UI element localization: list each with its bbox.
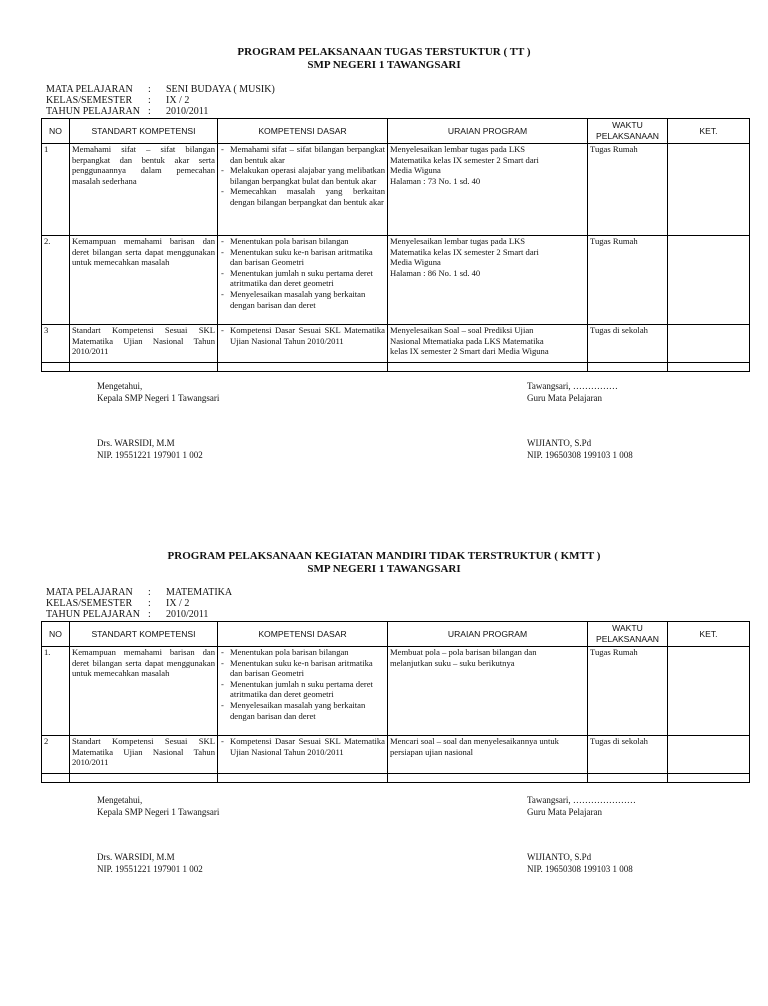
cell-sk: Memahami sifat – sifat bilangan berpangkat dan bentuk akar serta penggunaannya dalam pemecahan masalah sederhana xyxy=(70,144,218,236)
doc1-title-line2: SMP NEGERI 1 TAWANGSARI xyxy=(307,59,461,71)
doc2-signature-right xyxy=(527,794,636,818)
sig-nip: NIP. 19650308 199103 1 008 xyxy=(527,864,633,874)
cell-wp: Tugas Rumah xyxy=(588,144,668,236)
info-label: TAHUN PELAJARAN xyxy=(46,609,140,620)
kd-item: - Memecahkan masalah yang berkaitan dengan bilangan berpangkat dan bentuk akar xyxy=(220,186,385,207)
doc2-program-table xyxy=(41,621,750,783)
cell-up xyxy=(388,236,588,325)
doc1-info xyxy=(46,84,275,117)
kd-item: - Menentukan jumlah n suku pertama deret atritmatika dan deret geometri xyxy=(220,268,385,289)
up-line: Nasional Mtematiaka pada LKS Matematika xyxy=(390,335,544,346)
sig-nip: NIP. 19551221 197901 1 002 xyxy=(97,864,203,874)
info-value: IX / 2 xyxy=(166,95,190,106)
cell-up xyxy=(388,647,588,736)
doc2-info xyxy=(46,587,232,620)
kd-item: - Menentukan pola barisan bilangan xyxy=(220,236,385,247)
doc1-signature-left-name xyxy=(97,437,203,461)
table-row xyxy=(42,236,750,325)
info-value: 2010/2011 xyxy=(166,106,209,117)
cell-ket xyxy=(668,647,750,736)
header-wp: WAKTU PELAKSANAAN xyxy=(588,119,668,144)
sig-place-date: Tawangsari, …………… xyxy=(527,381,618,391)
cell-ket xyxy=(668,236,750,325)
kd-item: - Kompetensi Dasar Sesuai SKL Matematika Ujian Nasional Tahun 2010/2011 xyxy=(220,736,385,757)
info-row-year xyxy=(46,106,275,117)
cell-wp: Tugas di sekolah xyxy=(588,325,668,363)
info-colon: : xyxy=(148,609,151,620)
info-value: SENI BUDAYA ( MUSIK) xyxy=(166,84,275,95)
info-value: MATEMATIKA xyxy=(166,587,233,598)
kd-item: - Menentukan pola barisan bilangan xyxy=(220,647,385,658)
header-kd: KOMPETENSI DASAR xyxy=(218,119,388,144)
info-colon: : xyxy=(148,95,151,106)
up-line: Mencari soal – soal dan menyelesaikannya untuk xyxy=(390,736,559,746)
info-row-class xyxy=(46,95,275,106)
header-up: URAIAN PROGRAM xyxy=(388,622,588,647)
kd-item: - Menyelesaikan masalah yang berkaitan dengan barisan dan deret xyxy=(220,700,385,721)
header-ket: KET. xyxy=(668,622,750,647)
cell-no: 1. xyxy=(42,647,70,736)
cell-wp: Tugas Rumah xyxy=(588,647,668,736)
table-blank-row xyxy=(42,774,750,783)
doc2-signature-left xyxy=(97,794,219,818)
sig-name: Drs. WARSIDI, M.M xyxy=(97,438,175,448)
cell-ket xyxy=(668,736,750,774)
cell-up xyxy=(388,736,588,774)
header-wp: WAKTU PELAKSANAAN xyxy=(588,622,668,647)
doc1-signature-left xyxy=(97,380,219,404)
up-line: Menyelesaikan lembar tugas pada LKS xyxy=(390,144,526,154)
kd-item: - Menentukan suku ke-n barisan aritmatika dan barisan Geometri xyxy=(220,247,385,268)
up-line: Matematika kelas IX semester 2 Smart dari xyxy=(390,154,539,165)
doc2-title-line2: SMP NEGERI 1 TAWANGSARI xyxy=(307,563,461,575)
sig-position: Kepala SMP Negeri 1 Tawangsari xyxy=(97,807,220,817)
sig-nip: NIP. 19650308 199103 1 008 xyxy=(527,450,633,460)
sig-greeting: Mengetahui, xyxy=(97,795,143,805)
up-line: persiapan ujian nasional xyxy=(390,746,474,757)
table-blank-row xyxy=(42,363,750,372)
cell-sk: Kemampuan memahami barisan dan deret bilangan serta dapat menggunakan untuk memecahkan masalah xyxy=(70,236,218,325)
table-row xyxy=(42,736,750,774)
sig-place-date: Tawangsari, ………………… xyxy=(527,795,636,805)
sig-name: WIJIANTO, S.Pd xyxy=(527,438,592,448)
info-colon: : xyxy=(148,106,151,117)
info-row-subject xyxy=(46,84,275,95)
doc2-title-line1: PROGRAM PELAKSANAAN KEGIATAN MANDIRI TIDAK TERSTRUKTUR ( KMTT ) xyxy=(167,550,601,562)
up-line: Halaman : 73 No. 1 sd. 40 xyxy=(390,175,481,186)
doc1-title xyxy=(0,46,768,72)
table-row xyxy=(42,325,750,363)
sig-position: Guru Mata Pelajaran xyxy=(527,807,602,817)
up-line: Matematika kelas IX semester 2 Smart dari xyxy=(390,246,539,257)
doc1-signature-right-name xyxy=(527,437,633,461)
up-line: Membuat pola – pola barisan bilangan dan xyxy=(390,647,537,657)
doc1-signature-right xyxy=(527,380,618,404)
cell-kd xyxy=(218,325,388,363)
cell-sk: Standart Kompetensi Sesuai SKL Matematika Ujian Nasional Tahun 2010/2011 xyxy=(70,325,218,363)
kd-item: - Menentukan suku ke-n barisan aritmatika dan barisan Geometri xyxy=(220,658,385,679)
doc1-title-line1: PROGRAM PELAKSANAAN TUGAS TERSTUKTUR ( TT ) xyxy=(237,46,531,58)
info-colon: : xyxy=(148,587,151,598)
sig-greeting: Mengetahui, xyxy=(97,381,143,391)
kd-item: - Memahami sifat – sifat bilangan berpangkat dan bentuk akar xyxy=(220,144,385,165)
cell-up xyxy=(388,144,588,236)
info-label: MATA PELAJARAN xyxy=(46,84,133,95)
kd-item: - Melakukan operasi alajabar yang melibatkan bilangan berpangkat bulat dan bentuk akar xyxy=(220,165,385,186)
cell-wp: Tugas Rumah xyxy=(588,236,668,325)
doc1-program-table xyxy=(41,118,750,372)
cell-kd xyxy=(218,736,388,774)
header-sk: STANDART KOMPETENSI xyxy=(70,622,218,647)
table-row xyxy=(42,647,750,736)
cell-kd xyxy=(218,236,388,325)
cell-kd xyxy=(218,647,388,736)
sig-position: Kepala SMP Negeri 1 Tawangsari xyxy=(97,393,220,403)
up-line: kelas IX semester 2 Smart dari Media Wiguna xyxy=(390,346,549,357)
info-label: MATA PELAJARAN xyxy=(46,587,133,598)
cell-no: 3 xyxy=(42,325,70,363)
sig-name: WIJIANTO, S.Pd xyxy=(527,852,592,862)
cell-ket xyxy=(668,144,750,236)
info-row-subject xyxy=(46,587,232,598)
header-sk: STANDART KOMPETENSI xyxy=(70,119,218,144)
header-ket: KET. xyxy=(668,119,750,144)
up-line: Media Wiguna xyxy=(390,257,441,268)
info-value: 2010/2011 xyxy=(166,609,209,620)
table-header-row xyxy=(42,119,750,144)
info-row-year xyxy=(46,609,232,620)
up-line: Menyelesaikan lembar tugas pada LKS xyxy=(390,236,526,246)
up-line: Media Wiguna xyxy=(390,165,441,176)
kd-item: - Menyelesaikan masalah yang berkaitan dengan barisan dan deret xyxy=(220,289,385,310)
info-row-class xyxy=(46,598,232,609)
header-no: NO xyxy=(42,622,70,647)
cell-up xyxy=(388,325,588,363)
info-value: IX / 2 xyxy=(166,598,190,609)
header-kd: KOMPETENSI DASAR xyxy=(218,622,388,647)
cell-kd xyxy=(218,144,388,236)
kd-item: - Menentukan jumlah n suku pertama deret atritmatika dan deret geometri xyxy=(220,679,385,700)
cell-sk: Kemampuan memahami barisan dan deret bilangan serta dapat menggunakan untuk memecahkan masalah xyxy=(70,647,218,736)
cell-no: 1 xyxy=(42,144,70,236)
up-line: Menyelesaikan Soal – soal Prediksi Ujian xyxy=(390,325,534,335)
header-up: URAIAN PROGRAM xyxy=(388,119,588,144)
cell-sk: Standart Kompetensi Sesuai SKL Matematika Ujian Nasional Tahun 2010/2011 xyxy=(70,736,218,774)
info-colon: : xyxy=(148,84,151,95)
up-line: Halaman : 86 No. 1 sd. 40 xyxy=(390,267,481,278)
doc2-signature-left-name xyxy=(97,851,203,875)
info-colon: : xyxy=(148,598,151,609)
info-label: KELAS/SEMESTER xyxy=(46,598,133,609)
header-no: NO xyxy=(42,119,70,144)
up-line: melanjutkan suku – suku berikutnya xyxy=(390,657,515,668)
sig-nip: NIP. 19551221 197901 1 002 xyxy=(97,450,203,460)
kd-item: - Kompetensi Dasar Sesuai SKL Matematika Ujian Nasional Tahun 2010/2011 xyxy=(220,325,385,346)
sig-name: Drs. WARSIDI, M.M xyxy=(97,852,175,862)
info-label: TAHUN PELAJARAN xyxy=(46,106,140,117)
doc2-signature-right-name xyxy=(527,851,633,875)
cell-wp: Tugas di sekolah xyxy=(588,736,668,774)
table-header-row xyxy=(42,622,750,647)
table-row xyxy=(42,144,750,236)
cell-no: 2 xyxy=(42,736,70,774)
cell-no: 2. xyxy=(42,236,70,325)
sig-position: Guru Mata Pelajaran xyxy=(527,393,602,403)
cell-ket xyxy=(668,325,750,363)
doc2-title xyxy=(0,550,768,576)
info-label: KELAS/SEMESTER xyxy=(46,95,133,106)
